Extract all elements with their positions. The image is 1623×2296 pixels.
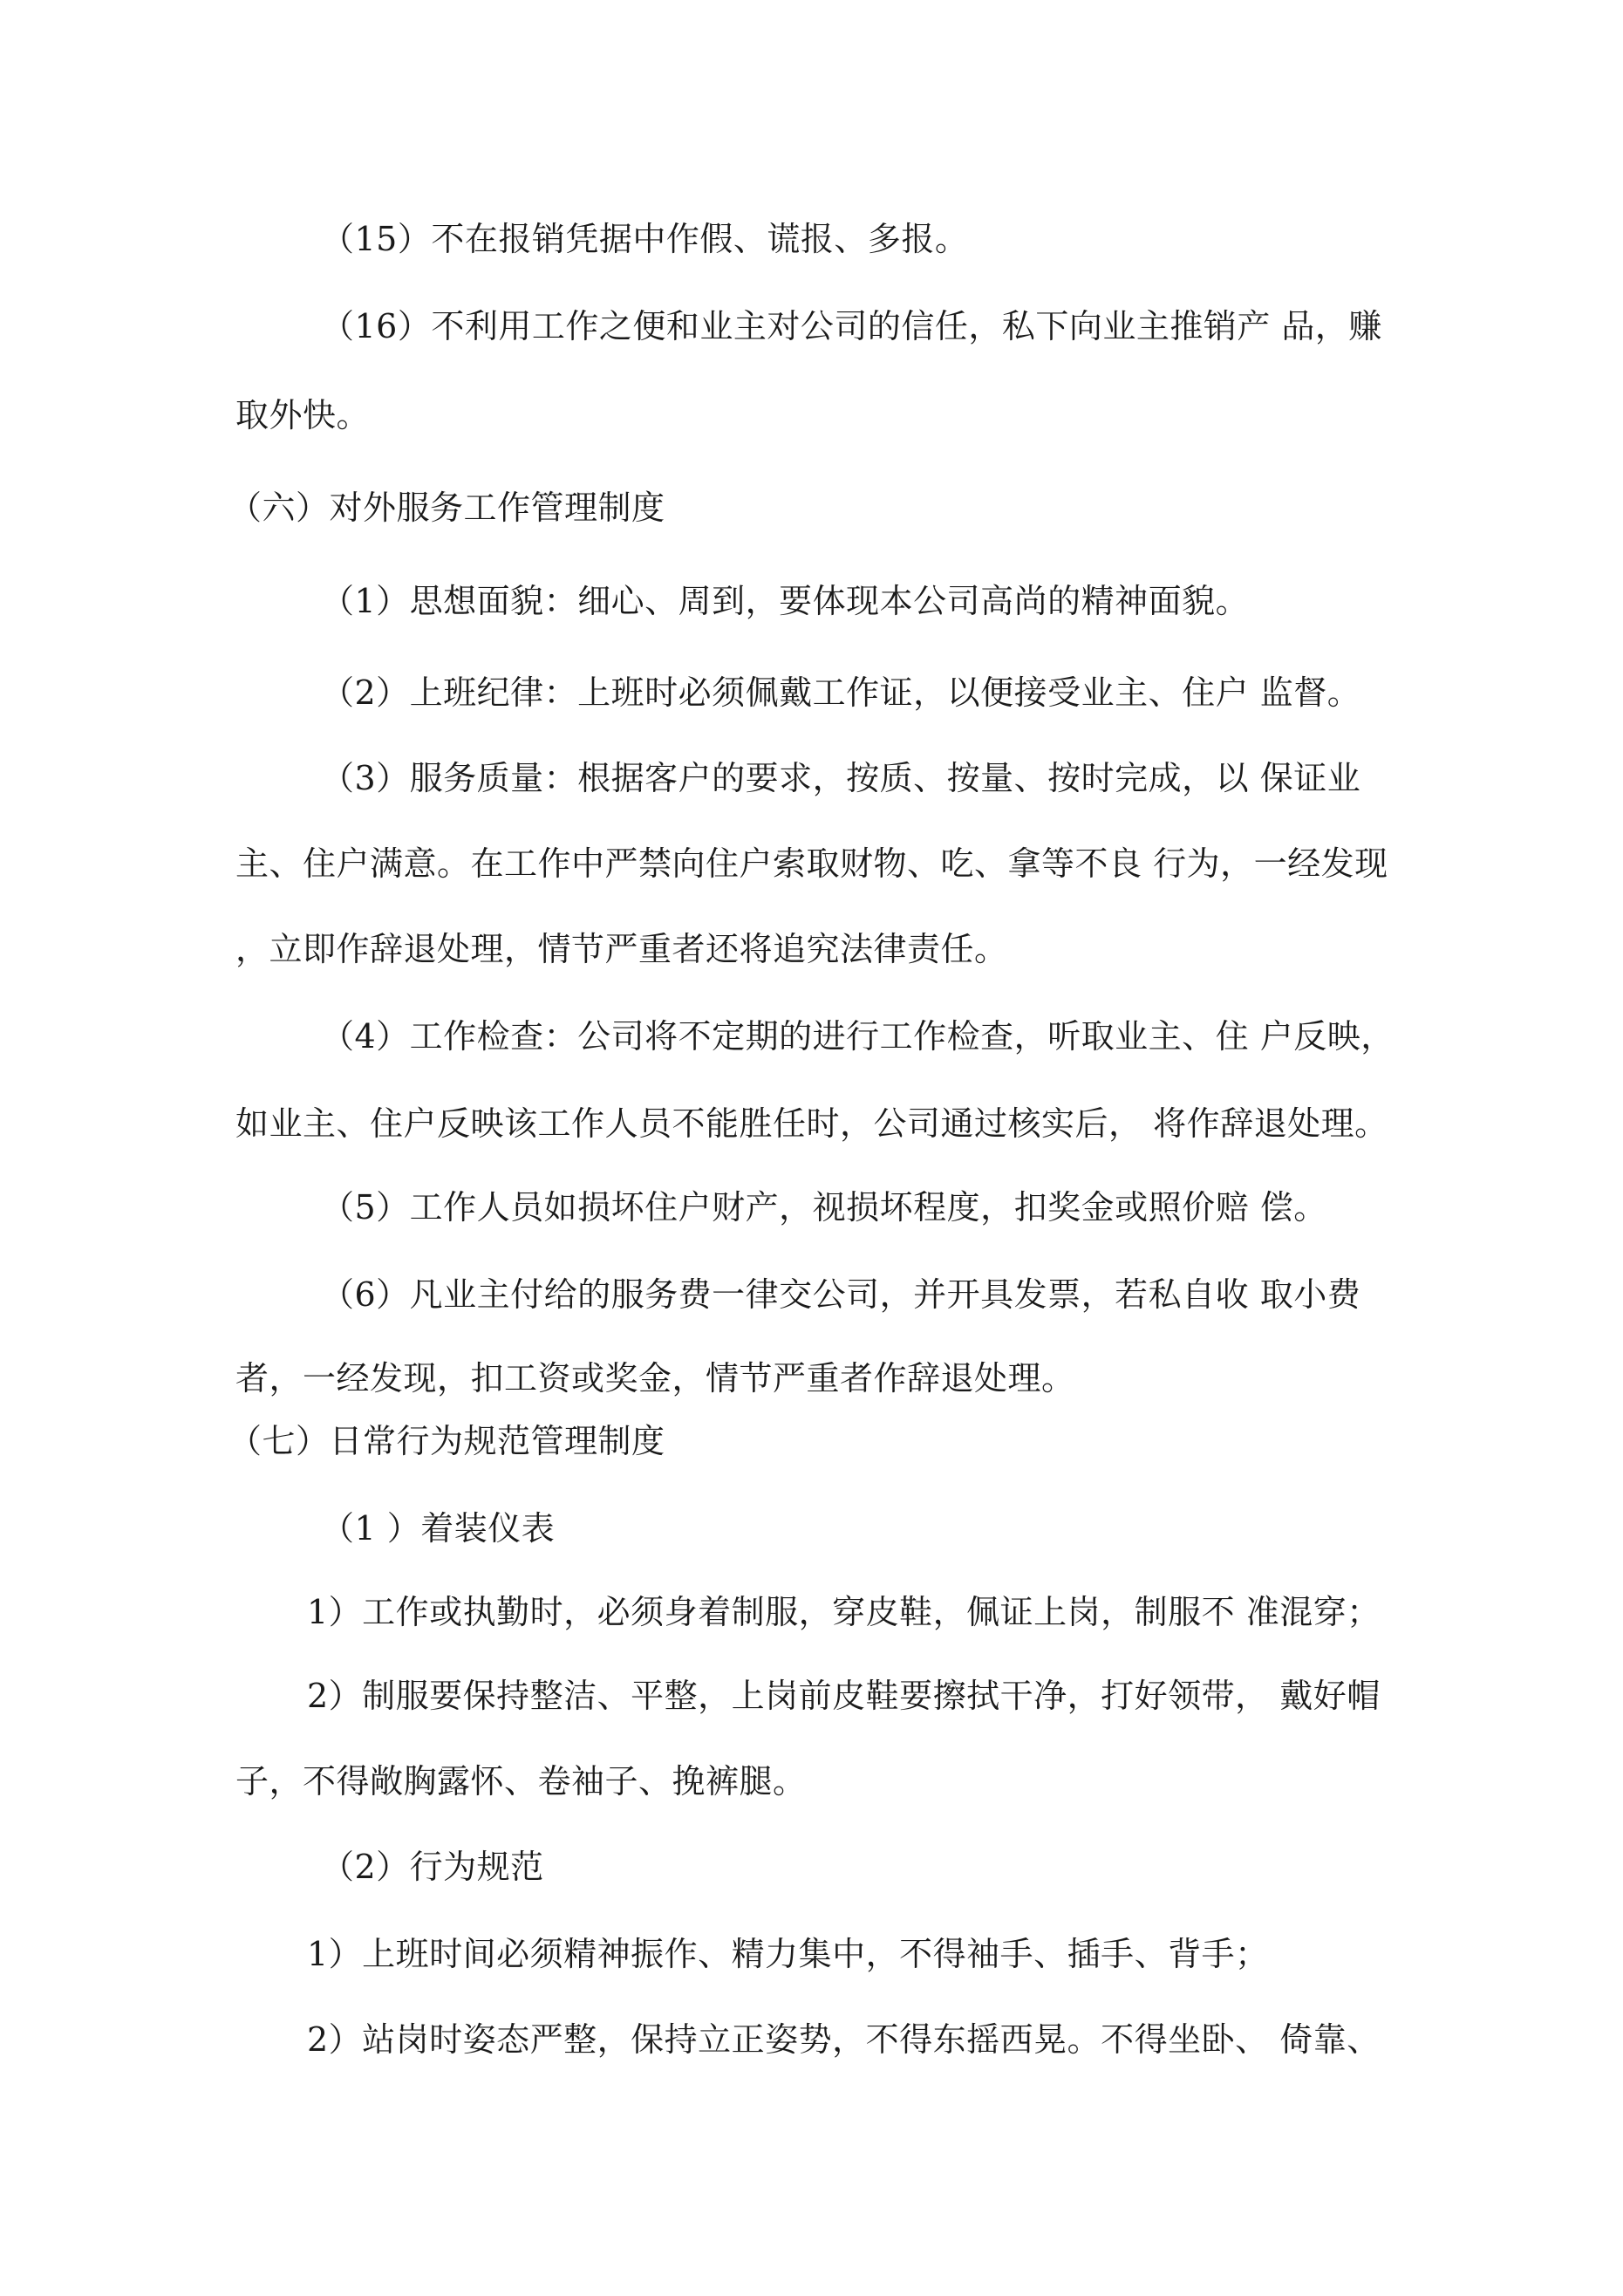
section-heading-7: （七）日常行为规范管理制度 <box>228 1422 665 1460</box>
conduct-item-2-2: 2）站岗时姿态严整，保持立正姿势，不得东摇西晃。不得坐卧、 倚靠、 <box>307 2020 1381 2059</box>
conduct-item-1-2-line-2: 子，不得敞胸露怀、卷袖子、挽裤腿。 <box>235 1762 807 1801</box>
service-item-4-line-1: （4）工作检查：公司将不定期的进行工作检查，听取业主、住 户反映， <box>321 1017 1395 1056</box>
paragraph-item-16-line-2: 取外快。 <box>235 396 371 434</box>
service-item-6-line-1: （6）凡业主付给的服务费一律交公司，并开具发票，若私自收 取小费 <box>321 1275 1361 1314</box>
conduct-item-1-1: 1）工作或执勤时，必须身着制服，穿皮鞋，佩证上岗，制服不 准混穿； <box>307 1593 1381 1631</box>
service-item-1: （1）思想面貌：细心、周到，要体现本公司高尚的精神面貌。 <box>321 582 1250 620</box>
service-item-2: （2）上班纪律：上班时必须佩戴工作证，以便接受业主、住户 监督。 <box>321 673 1361 712</box>
section-heading-6: （六）对外服务工作管理制度 <box>228 489 665 527</box>
conduct-item-2-1: 1）上班时间必须精神振作、精力集中，不得袖手、插手、背手； <box>307 1935 1269 1973</box>
service-item-4-line-2: 如业主、住户反映该工作人员不能胜任时，公司通过核实后， 将作辞退处理。 <box>235 1104 1388 1143</box>
paragraph-item-15: （15）不在报销凭据中作假、谎报、多报。 <box>321 220 969 258</box>
service-item-6-line-2: 者，一经发现，扣工资或奖金，情节严重者作辞退处理。 <box>235 1359 1075 1397</box>
service-item-3-line-1: （3）服务质量：根据客户的要求，按质、按量、按时完成，以 保证业 <box>321 759 1361 797</box>
service-item-5: （5）工作人员如损坏住户财产，视损坏程度，扣奖金或照价赔 偿。 <box>321 1188 1327 1227</box>
conduct-subheading-1: （1 ）着装仪表 <box>321 1509 556 1548</box>
service-item-3-line-2: 主、住户满意。在工作中严禁向住户索取财物、吃、拿等不良 行为，一经发现 <box>235 844 1388 883</box>
conduct-subheading-2: （2）行为规范 <box>321 1848 544 1886</box>
paragraph-item-16-line-1: （16）不利用工作之便和业主对公司的信任，私下向业主推销产 品，赚 <box>321 307 1382 345</box>
service-item-3-line-3: ，立即作辞退处理，情节严重者还将追究法律责任。 <box>235 930 1008 968</box>
conduct-item-1-2-line-1: 2）制服要保持整洁、平整，上岗前皮鞋要擦拭干净，打好领带， 戴好帽 <box>307 1677 1381 1715</box>
